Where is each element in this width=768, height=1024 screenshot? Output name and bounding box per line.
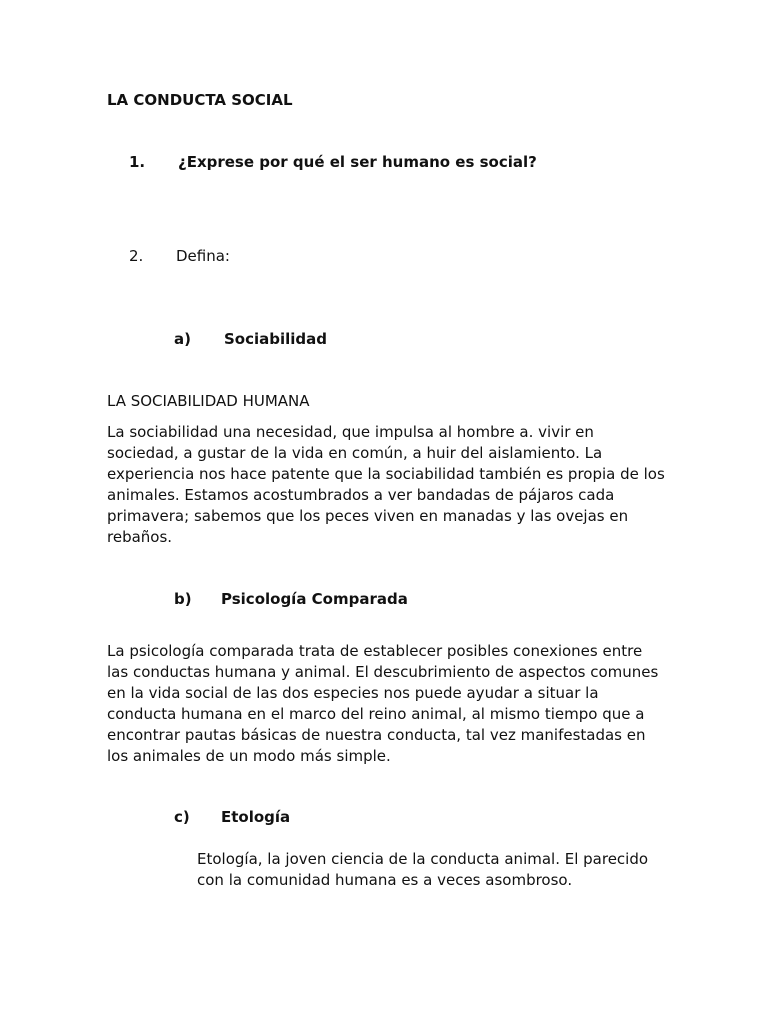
section-paragraph: La psicología comparada trata de establecer posibles conexiones entre las conductas humana y animal. El descubrimiento de aspectos comunes en la vida social de las dos especies nos puede ayudar a situar la conducta humana en el marco del reino animal, al mismo tiempo que a encontrar pautas básicas de nuestra conducta, tal vez manifestadas en los animales de un modo más simple. <box>107 642 659 765</box>
section-title: Psicología Comparada <box>221 590 408 608</box>
item-number: 2. <box>129 247 144 265</box>
section-title: Etología <box>221 808 291 826</box>
item-text: ¿Exprese por qué el ser humano es social? <box>178 153 537 171</box>
section-paragraph: Etología, la joven ciencia de la conducta animal. El parecido con la comunidad humana es a veces asombroso. <box>197 850 649 889</box>
section-subheading: LA SOCIABILIDAD HUMANA <box>107 392 310 410</box>
section-paragraph: La sociabilidad una necesidad, que impulsa al hombre a. vivir en sociedad, a gustar de la vida en común, a huir del aislamiento. La experiencia nos hace patente que la sociabilidad también es propia de los animales. Estamos acostumbrados a ver bandadas de pájaros cada primavera; sabemos que los peces viven en manadas y las ovejas en rebaños. <box>107 423 665 546</box>
section-letter: b) <box>174 590 192 608</box>
section-heading <box>174 329 574 350</box>
section-letter: a) <box>174 330 191 348</box>
section-letter: c) <box>174 808 190 826</box>
document-title: LA CONDUCTA SOCIAL <box>107 91 293 109</box>
section-title: Sociabilidad <box>224 330 328 348</box>
define-item <box>129 246 689 267</box>
section-heading <box>174 807 574 828</box>
section-heading <box>174 589 574 610</box>
item-number: 1. <box>129 153 146 171</box>
item-text: Defina: <box>176 247 230 265</box>
question-item <box>129 152 689 173</box>
